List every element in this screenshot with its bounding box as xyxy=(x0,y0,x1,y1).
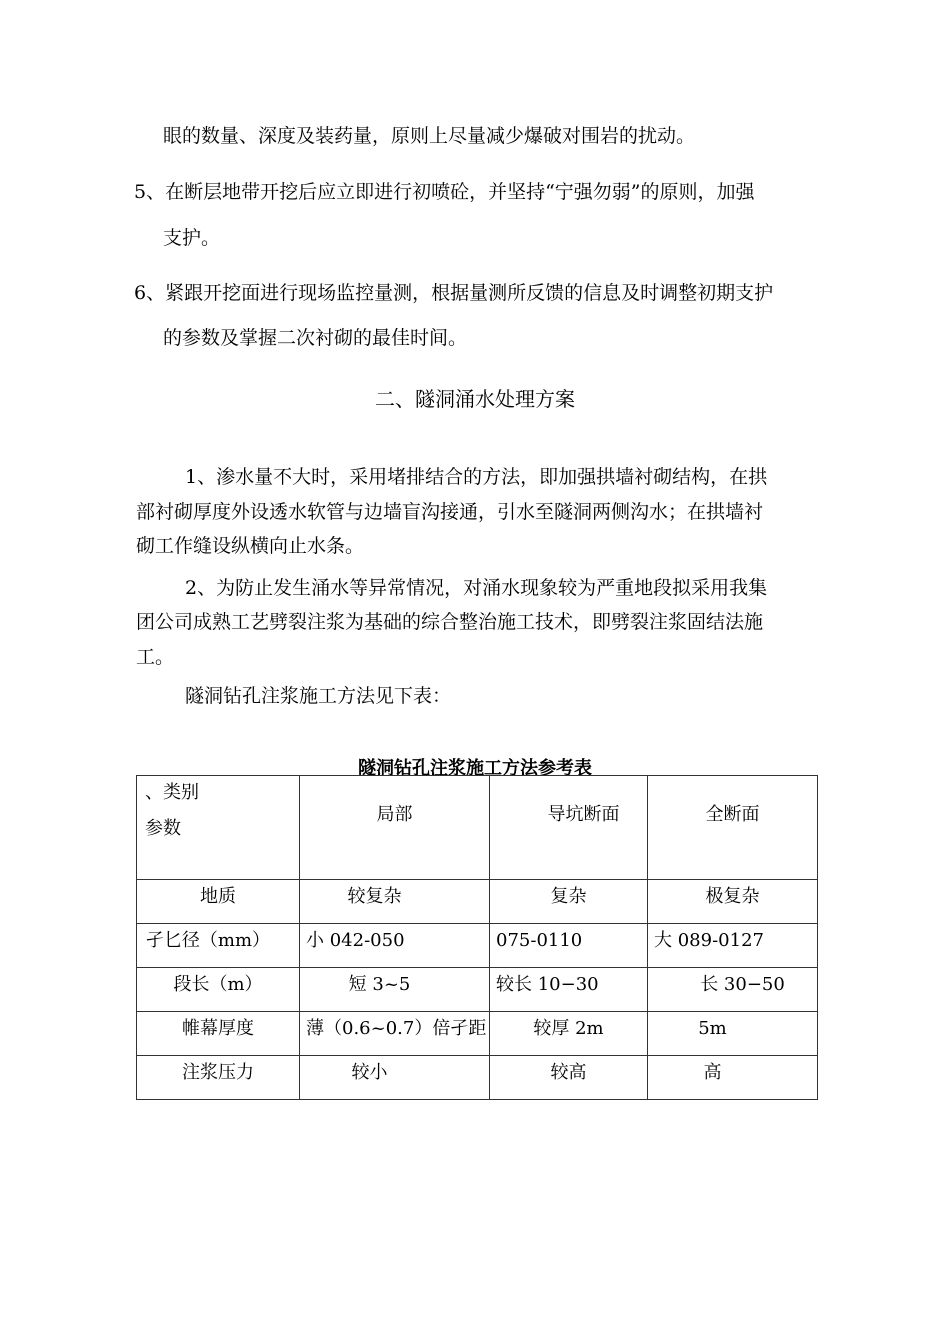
paragraph-item-5-cont: 支护。 xyxy=(163,227,221,249)
table-row xyxy=(137,1056,818,1100)
header-cell: 全断面 xyxy=(648,776,818,880)
table-cell xyxy=(300,1012,490,1056)
table-cell: 较长 10−30 xyxy=(490,968,648,1012)
table-cell: 较小 xyxy=(300,1056,490,1100)
header-cell: 局部 xyxy=(300,776,490,880)
paragraph-item-6-cont: 的参数及掌握二次衬砌的最佳时间。 xyxy=(163,327,468,349)
table-cell: 较高 xyxy=(490,1056,648,1100)
table-cell: 较复杂 xyxy=(300,880,490,924)
table-row xyxy=(137,924,818,968)
table-cell: 复杂 xyxy=(490,880,648,924)
corner-label-category: 、类别 xyxy=(145,782,199,803)
table-cell: 短 3~5 xyxy=(300,968,490,1012)
table-corner-cell xyxy=(137,776,300,880)
paragraph-item-6: 6、紧跟开挖面进行现场监控量测，根据量测所反馈的信息及时调整初期支护 xyxy=(134,282,774,304)
table-cell: 小 042-050 xyxy=(300,924,490,968)
table-row xyxy=(137,880,818,924)
row-label: 帷幕厚度 xyxy=(137,1012,300,1056)
row-label: 段长（m） xyxy=(137,968,300,1012)
paragraph-1-line-3: 砌工作缝设纵横向止水条。 xyxy=(136,535,365,557)
paragraph-2-line-1: 2、为防止发生涌水等异常情况，对涌水现象较为严重地段拟采用我集 xyxy=(185,577,768,599)
table-cell: 5m xyxy=(648,1012,818,1056)
table-title: 隧洞钻孔注浆施工方法参考表 xyxy=(358,758,592,779)
paragraph-text: 眼的数量、深度及装药量，原则上尽量减少爆破对围岩的扰动。 xyxy=(163,125,696,147)
table-intro-text: 隧洞钻孔注浆施工方法见下表： xyxy=(185,685,452,707)
table-header-row xyxy=(137,776,818,880)
row-label-text: 孑匕径（mm） xyxy=(145,930,271,951)
paragraph-2-line-2: 团公司成熟工艺劈裂注浆为基础的综合整治施工技术，即劈裂注浆固结法施 xyxy=(136,611,764,633)
grouting-method-table xyxy=(136,775,818,1100)
table-cell: 大 089-0127 xyxy=(648,924,818,968)
row-label xyxy=(137,924,300,968)
header-cell: 导坑断面 xyxy=(490,776,648,880)
table-row xyxy=(137,1012,818,1056)
paragraph-1-line-2: 部衬砌厚度外设透水软管与边墙盲沟接通，引水至隧洞两侧沟水；在拱墙衬 xyxy=(136,501,764,523)
table-row xyxy=(137,968,818,1012)
table-cell: 较厚 2m xyxy=(490,1012,648,1056)
paragraph-1-line-1: 1、渗水量不大时，采用堵排结合的方法，即加强拱墙衬砌结构，在拱 xyxy=(185,466,768,488)
paragraph-item-5: 5、在断层地带开挖后应立即进行初喷砼，并坚持“宁强勿弱”的原则，加强 xyxy=(134,181,755,203)
paragraph-2-line-3: 工。 xyxy=(136,646,175,668)
table-cell: 极复杂 xyxy=(648,880,818,924)
table-cell-text: 薄（0.6~0.7）倍孑距 xyxy=(306,1018,487,1039)
row-label: 地质 xyxy=(137,880,300,924)
corner-label-parameter: 参数 xyxy=(145,818,181,839)
row-label: 注浆压力 xyxy=(137,1056,300,1100)
section-heading: 二、隧洞涌水处理方案 xyxy=(375,387,575,411)
table-cell: 075-0110 xyxy=(490,924,648,968)
table-cell: 长 30−50 xyxy=(648,968,818,1012)
table-cell: 高 xyxy=(648,1056,818,1100)
